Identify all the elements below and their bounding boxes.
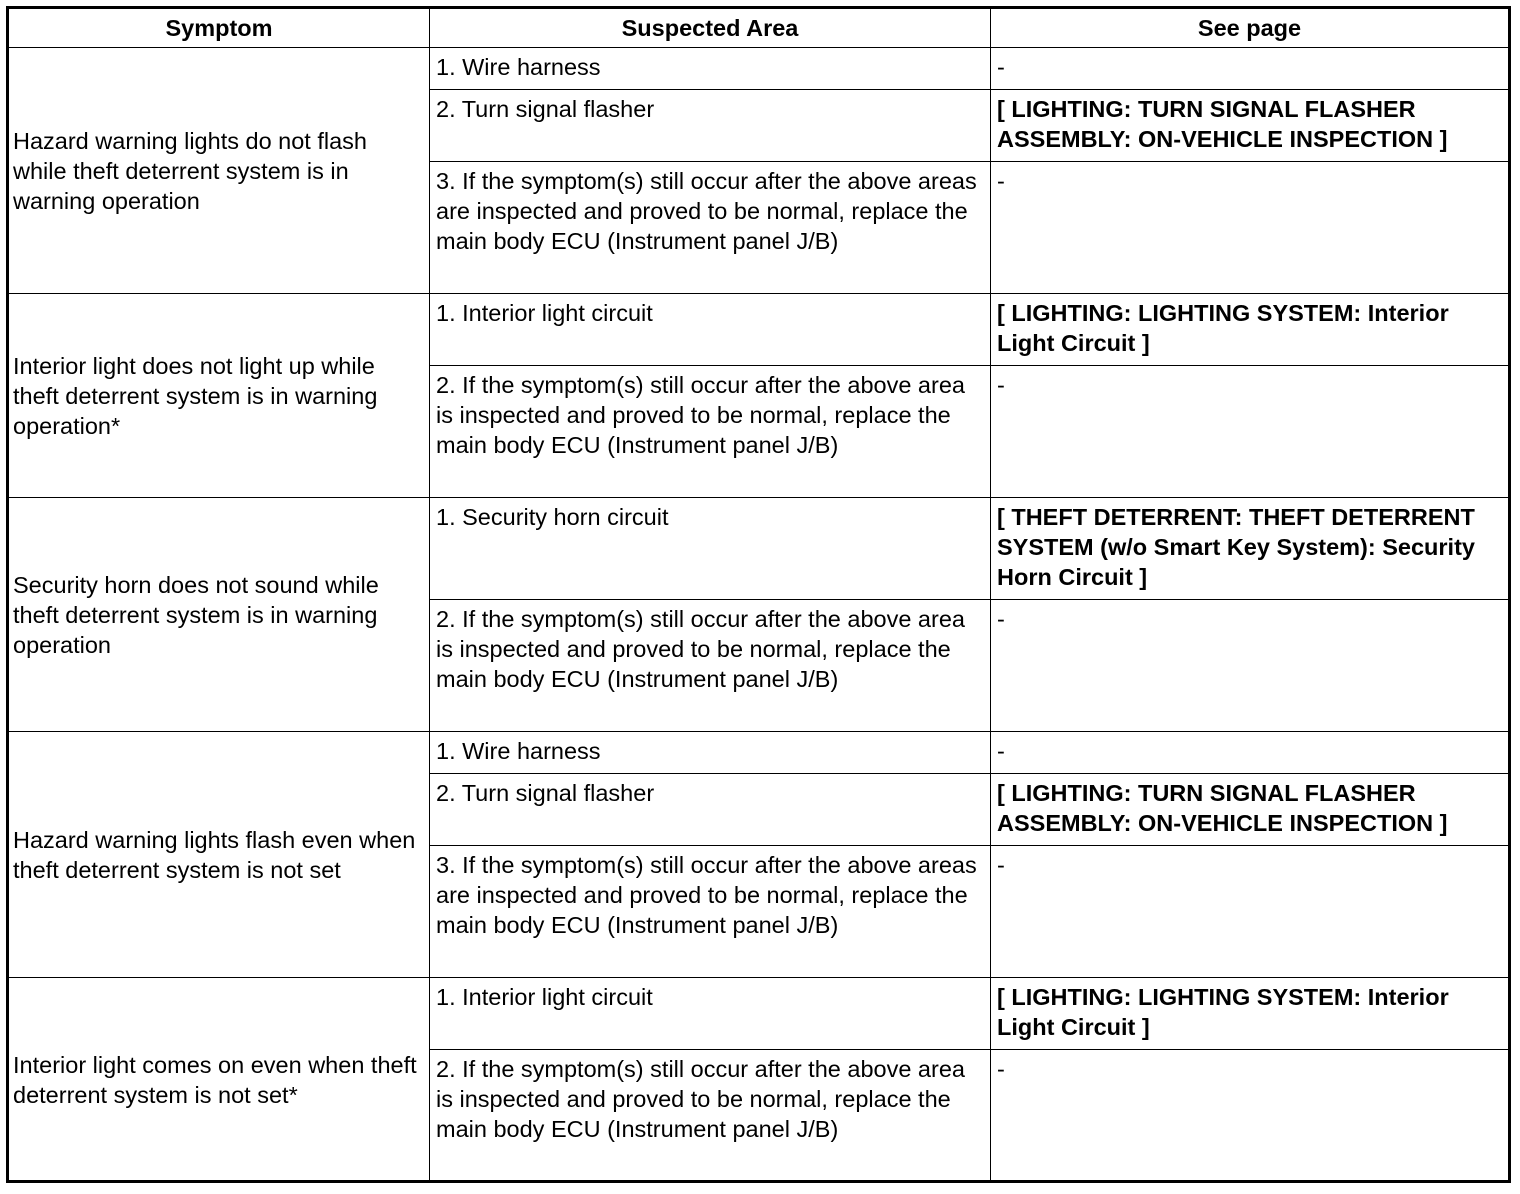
table-row <box>8 732 1510 774</box>
header-suspected-area: Suspected Area <box>430 8 991 48</box>
suspected-area-cell: 3. If the symptom(s) still occur after the above areas are inspected and proved to be normal, replace the main body ECU (Instrument panel J/B) <box>430 846 991 978</box>
symptom-cell: Interior light comes on even when theft deterrent system is not set* <box>8 978 430 1182</box>
see-page-link[interactable]: [ THEFT DETERRENT: THEFT DETERRENT SYSTEM (w/o Smart Key System): Security Horn Circuit ] <box>991 498 1510 600</box>
suspected-area-cell: 2. If the symptom(s) still occur after the above area is inspected and proved to be normal, replace the main body ECU (Instrument panel J/B) <box>430 366 991 498</box>
see-page-link[interactable]: [ LIGHTING: LIGHTING SYSTEM: Interior Light Circuit ] <box>991 978 1510 1050</box>
see-page-cell: - <box>991 846 1510 978</box>
suspected-area-cell: 1. Wire harness <box>430 48 991 90</box>
symptom-cell: Hazard warning lights flash even when theft deterrent system is not set <box>8 732 430 978</box>
see-page-cell: - <box>991 366 1510 498</box>
symptom-cell: Security horn does not sound while theft deterrent system is in warning operation <box>8 498 430 732</box>
suspected-area-cell: 2. If the symptom(s) still occur after the above area is inspected and proved to be normal, replace the main body ECU (Instrument panel J/B) <box>430 600 991 732</box>
header-row <box>8 8 1510 48</box>
suspected-area-cell: 1. Security horn circuit <box>430 498 991 600</box>
suspected-area-cell: 2. If the symptom(s) still occur after the above area is inspected and proved to be normal, replace the main body ECU (Instrument panel J/B) <box>430 1050 991 1182</box>
see-page-cell: - <box>991 1050 1510 1182</box>
header-symptom: Symptom <box>8 8 430 48</box>
see-page-link[interactable]: [ LIGHTING: LIGHTING SYSTEM: Interior Light Circuit ] <box>991 294 1510 366</box>
suspected-area-cell: 2. Turn signal flasher <box>430 774 991 846</box>
see-page-link[interactable]: [ LIGHTING: TURN SIGNAL FLASHER ASSEMBLY: ON-VEHICLE INSPECTION ] <box>991 90 1510 162</box>
see-page-link[interactable]: [ LIGHTING: TURN SIGNAL FLASHER ASSEMBLY: ON-VEHICLE INSPECTION ] <box>991 774 1510 846</box>
symptom-cell: Interior light does not light up while theft deterrent system is in warning operation* <box>8 294 430 498</box>
symptom-cell: Hazard warning lights do not flash while theft deterrent system is in warning operation <box>8 48 430 294</box>
see-page-cell: - <box>991 162 1510 294</box>
suspected-area-cell: 3. If the symptom(s) still occur after the above areas are inspected and proved to be normal, replace the main body ECU (Instrument panel J/B) <box>430 162 991 294</box>
suspected-area-cell: 1. Wire harness <box>430 732 991 774</box>
table-row <box>8 48 1510 90</box>
symptom-table <box>6 6 1511 1183</box>
suspected-area-cell: 2. Turn signal flasher <box>430 90 991 162</box>
suspected-area-cell: 1. Interior light circuit <box>430 294 991 366</box>
table-row <box>8 294 1510 366</box>
table-row <box>8 978 1510 1050</box>
suspected-area-cell: 1. Interior light circuit <box>430 978 991 1050</box>
header-see-page: See page <box>991 8 1510 48</box>
see-page-cell: - <box>991 600 1510 732</box>
see-page-cell: - <box>991 48 1510 90</box>
table-row <box>8 498 1510 600</box>
see-page-cell: - <box>991 732 1510 774</box>
